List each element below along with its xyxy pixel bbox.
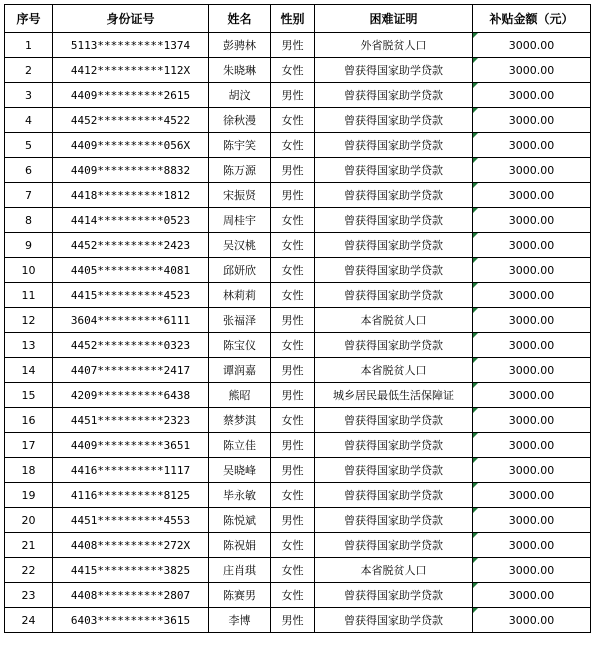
cell-amount-text: 3000.00 (508, 88, 555, 102)
cell-amount-text: 3000.00 (508, 38, 555, 52)
cell-name[interactable]: 吴晓峰 (209, 458, 271, 483)
cell-hardship-proof[interactable]: 曾获得国家助学贷款 (315, 108, 473, 133)
cell-index[interactable]: 9 (5, 233, 53, 258)
cell-gender[interactable]: 女性 (271, 258, 315, 283)
cell-subsidy-amount[interactable] (473, 333, 591, 358)
cell-index[interactable]: 18 (5, 458, 53, 483)
cell-subsidy-amount[interactable] (473, 533, 591, 558)
cell-hardship-proof[interactable]: 曾获得国家助学贷款 (315, 208, 473, 233)
cell-gender[interactable]: 女性 (271, 208, 315, 233)
cell-name[interactable]: 朱晓琳 (209, 58, 271, 83)
cell-note-marker-icon (473, 158, 478, 163)
cell-subsidy-amount[interactable] (473, 583, 591, 608)
cell-name[interactable]: 庄肖琪 (209, 558, 271, 583)
cell-gender[interactable]: 女性 (271, 233, 315, 258)
cell-amount-text: 3000.00 (508, 63, 555, 77)
table-row (5, 258, 591, 283)
table-row (5, 433, 591, 458)
cell-hardship-proof[interactable]: 曾获得国家助学贷款 (315, 333, 473, 358)
cell-hardship-proof[interactable]: 曾获得国家助学贷款 (315, 408, 473, 433)
cell-amount-text: 3000.00 (508, 488, 555, 502)
cell-id-number[interactable]: 6403**********3615 (53, 608, 209, 633)
table-row (5, 208, 591, 233)
cell-id-number[interactable]: 4412**********112X (53, 58, 209, 83)
cell-name[interactable]: 李博 (209, 608, 271, 633)
cell-name[interactable]: 陈悦斌 (209, 508, 271, 533)
cell-name[interactable]: 邱妍欣 (209, 258, 271, 283)
cell-amount-text: 3000.00 (508, 113, 555, 127)
cell-amount-text: 3000.00 (508, 613, 555, 627)
cell-index[interactable]: 15 (5, 383, 53, 408)
cell-name[interactable]: 林莉莉 (209, 283, 271, 308)
table-row (5, 158, 591, 183)
cell-index[interactable]: 12 (5, 308, 53, 333)
table-row (5, 33, 591, 58)
cell-subsidy-amount[interactable] (473, 383, 591, 408)
cell-amount-text: 3000.00 (508, 238, 555, 252)
cell-note-marker-icon (473, 33, 478, 38)
table-row (5, 108, 591, 133)
table-row (5, 383, 591, 408)
cell-subsidy-amount[interactable] (473, 458, 591, 483)
cell-amount-text: 3000.00 (508, 438, 555, 452)
cell-hardship-proof[interactable]: 曾获得国家助学贷款 (315, 58, 473, 83)
cell-amount-text: 3000.00 (508, 163, 555, 177)
cell-id-number[interactable]: 4408**********272X (53, 533, 209, 558)
cell-id-number[interactable]: 4116**********8125 (53, 483, 209, 508)
cell-name[interactable]: 陈祝娟 (209, 533, 271, 558)
cell-subsidy-amount[interactable] (473, 83, 591, 108)
cell-subsidy-amount[interactable] (473, 408, 591, 433)
cell-name[interactable]: 陈万源 (209, 158, 271, 183)
cell-index[interactable]: 8 (5, 208, 53, 233)
cell-id-number[interactable]: 4452**********2423 (53, 233, 209, 258)
cell-index[interactable]: 13 (5, 333, 53, 358)
cell-name[interactable]: 吴汉桃 (209, 233, 271, 258)
cell-id-number[interactable]: 4405**********4081 (53, 258, 209, 283)
cell-index[interactable]: 4 (5, 108, 53, 133)
table-row (5, 133, 591, 158)
cell-subsidy-amount[interactable] (473, 208, 591, 233)
cell-id-number[interactable]: 4415**********3825 (53, 558, 209, 583)
cell-hardship-proof[interactable]: 曾获得国家助学贷款 (315, 583, 473, 608)
cell-hardship-proof[interactable]: 曾获得国家助学贷款 (315, 283, 473, 308)
cell-id-number[interactable]: 4416**********1117 (53, 458, 209, 483)
cell-id-number[interactable]: 3604**********6111 (53, 308, 209, 333)
cell-note-marker-icon (473, 583, 478, 588)
cell-note-marker-icon (473, 83, 478, 88)
cell-hardship-proof[interactable]: 曾获得国家助学贷款 (315, 608, 473, 633)
table-row (5, 83, 591, 108)
cell-note-marker-icon (473, 433, 478, 438)
cell-id-number[interactable]: 4414**********0523 (53, 208, 209, 233)
cell-hardship-proof[interactable]: 本省脱贫人口 (315, 308, 473, 333)
cell-gender[interactable]: 女性 (271, 558, 315, 583)
cell-gender[interactable]: 男性 (271, 358, 315, 383)
table-row (5, 533, 591, 558)
table-header (5, 5, 591, 33)
cell-gender[interactable]: 男性 (271, 433, 315, 458)
cell-hardship-proof[interactable]: 曾获得国家助学贷款 (315, 508, 473, 533)
cell-note-marker-icon (473, 183, 478, 188)
cell-amount-text: 3000.00 (508, 363, 555, 377)
cell-hardship-proof[interactable]: 曾获得国家助学贷款 (315, 83, 473, 108)
cell-hardship-proof[interactable]: 曾获得国家助学贷款 (315, 458, 473, 483)
table-row (5, 458, 591, 483)
cell-gender[interactable]: 女性 (271, 533, 315, 558)
cell-id-number[interactable]: 4409**********2615 (53, 83, 209, 108)
cell-id-number[interactable]: 4409**********8832 (53, 158, 209, 183)
cell-gender[interactable]: 男性 (271, 158, 315, 183)
cell-name[interactable]: 毕永敏 (209, 483, 271, 508)
cell-gender[interactable]: 女性 (271, 133, 315, 158)
cell-amount-text: 3000.00 (508, 388, 555, 402)
cell-hardship-proof[interactable]: 曾获得国家助学贷款 (315, 433, 473, 458)
cell-hardship-proof[interactable]: 本省脱贫人口 (315, 358, 473, 383)
cell-gender[interactable]: 男性 (271, 83, 315, 108)
cell-gender[interactable]: 女性 (271, 58, 315, 83)
cell-gender[interactable]: 男性 (271, 183, 315, 208)
cell-subsidy-amount[interactable] (473, 133, 591, 158)
cell-amount-text: 3000.00 (508, 138, 555, 152)
cell-subsidy-amount[interactable] (473, 33, 591, 58)
cell-subsidy-amount[interactable] (473, 233, 591, 258)
cell-amount-text: 3000.00 (508, 263, 555, 277)
cell-subsidy-amount[interactable] (473, 308, 591, 333)
cell-gender[interactable]: 女性 (271, 583, 315, 608)
cell-gender[interactable]: 男性 (271, 458, 315, 483)
cell-name[interactable]: 胡汶 (209, 83, 271, 108)
cell-name[interactable]: 陈赛男 (209, 583, 271, 608)
cell-hardship-proof[interactable]: 曾获得国家助学贷款 (315, 533, 473, 558)
cell-index[interactable]: 1 (5, 33, 53, 58)
table-row (5, 508, 591, 533)
table-row (5, 333, 591, 358)
cell-amount-text: 3000.00 (508, 513, 555, 527)
cell-amount-text: 3000.00 (508, 288, 555, 302)
cell-id-number[interactable]: 4209**********6438 (53, 383, 209, 408)
header-cell-name[interactable]: 姓名 (209, 5, 271, 33)
cell-index[interactable]: 14 (5, 358, 53, 383)
cell-index[interactable]: 19 (5, 483, 53, 508)
cell-subsidy-amount[interactable] (473, 258, 591, 283)
cell-name[interactable]: 熊昭 (209, 383, 271, 408)
cell-subsidy-amount[interactable] (473, 558, 591, 583)
cell-subsidy-amount[interactable] (473, 483, 591, 508)
table-row (5, 183, 591, 208)
table-row (5, 283, 591, 308)
cell-note-marker-icon (473, 358, 478, 363)
cell-note-marker-icon (473, 333, 478, 338)
table-row (5, 583, 591, 608)
cell-id-number[interactable]: 4408**********2807 (53, 583, 209, 608)
cell-hardship-proof[interactable]: 曾获得国家助学贷款 (315, 183, 473, 208)
cell-gender[interactable]: 男性 (271, 308, 315, 333)
cell-hardship-proof[interactable]: 曾获得国家助学贷款 (315, 133, 473, 158)
cell-note-marker-icon (473, 108, 478, 113)
cell-note-marker-icon (473, 458, 478, 463)
cell-note-marker-icon (473, 308, 478, 313)
cell-name[interactable]: 宋振贤 (209, 183, 271, 208)
cell-index[interactable]: 23 (5, 583, 53, 608)
cell-hardship-proof[interactable]: 外省脱贫人口 (315, 33, 473, 58)
cell-hardship-proof[interactable]: 曾获得国家助学贷款 (315, 483, 473, 508)
cell-index[interactable]: 20 (5, 508, 53, 533)
table-row (5, 408, 591, 433)
table-row (5, 308, 591, 333)
cell-index[interactable]: 17 (5, 433, 53, 458)
cell-note-marker-icon (473, 608, 478, 613)
cell-hardship-proof[interactable]: 曾获得国家助学贷款 (315, 233, 473, 258)
cell-index[interactable]: 22 (5, 558, 53, 583)
cell-amount-text: 3000.00 (508, 313, 555, 327)
cell-note-marker-icon (473, 558, 478, 563)
header-cell-hardship-proof[interactable]: 困难证明 (315, 5, 473, 33)
cell-note-marker-icon (473, 233, 478, 238)
cell-amount-text: 3000.00 (508, 188, 555, 202)
cell-amount-text: 3000.00 (508, 413, 555, 427)
cell-hardship-proof[interactable]: 本省脱贫人口 (315, 558, 473, 583)
table-row (5, 483, 591, 508)
cell-amount-text: 3000.00 (508, 563, 555, 577)
cell-name[interactable]: 徐秋漫 (209, 108, 271, 133)
cell-note-marker-icon (473, 258, 478, 263)
header-cell-subsidy-amount[interactable]: 补贴金额（元） (473, 5, 591, 33)
cell-gender[interactable]: 女性 (271, 108, 315, 133)
cell-note-marker-icon (473, 533, 478, 538)
cell-id-number[interactable]: 4451**********4553 (53, 508, 209, 533)
header-row (5, 5, 591, 33)
header-cell-gender[interactable]: 性别 (271, 5, 315, 33)
cell-subsidy-amount[interactable] (473, 183, 591, 208)
cell-note-marker-icon (473, 408, 478, 413)
cell-subsidy-amount[interactable] (473, 508, 591, 533)
table-row (5, 358, 591, 383)
cell-name[interactable]: 蔡梦淇 (209, 408, 271, 433)
cell-note-marker-icon (473, 208, 478, 213)
cell-index[interactable]: 16 (5, 408, 53, 433)
cell-note-marker-icon (473, 133, 478, 138)
cell-note-marker-icon (473, 508, 478, 513)
cell-name[interactable]: 陈宝仪 (209, 333, 271, 358)
cell-index[interactable]: 5 (5, 133, 53, 158)
cell-index[interactable]: 24 (5, 608, 53, 633)
cell-amount-text: 3000.00 (508, 463, 555, 477)
cell-id-number[interactable]: 4452**********4522 (53, 108, 209, 133)
cell-gender[interactable]: 男性 (271, 383, 315, 408)
cell-name[interactable]: 周桂宇 (209, 208, 271, 233)
cell-hardship-proof[interactable]: 曾获得国家助学贷款 (315, 158, 473, 183)
cell-gender[interactable]: 女性 (271, 283, 315, 308)
cell-index[interactable]: 7 (5, 183, 53, 208)
cell-id-number[interactable]: 4407**********2417 (53, 358, 209, 383)
cell-id-number[interactable]: 4452**********0323 (53, 333, 209, 358)
cell-note-marker-icon (473, 283, 478, 288)
cell-gender[interactable]: 女性 (271, 483, 315, 508)
cell-amount-text: 3000.00 (508, 338, 555, 352)
cell-subsidy-amount[interactable] (473, 358, 591, 383)
table-row (5, 58, 591, 83)
cell-hardship-proof[interactable]: 曾获得国家助学贷款 (315, 258, 473, 283)
cell-name[interactable]: 谭润嘉 (209, 358, 271, 383)
cell-subsidy-amount[interactable] (473, 433, 591, 458)
cell-id-number[interactable]: 4451**********2323 (53, 408, 209, 433)
cell-gender[interactable]: 男性 (271, 508, 315, 533)
cell-subsidy-amount[interactable] (473, 58, 591, 83)
cell-index[interactable]: 10 (5, 258, 53, 283)
cell-amount-text: 3000.00 (508, 213, 555, 227)
table-body (5, 33, 591, 633)
table-row (5, 558, 591, 583)
cell-subsidy-amount[interactable] (473, 108, 591, 133)
cell-note-marker-icon (473, 483, 478, 488)
cell-id-number[interactable]: 4418**********1812 (53, 183, 209, 208)
cell-index[interactable]: 2 (5, 58, 53, 83)
cell-subsidy-amount[interactable] (473, 608, 591, 633)
cell-id-number[interactable]: 4415**********4523 (53, 283, 209, 308)
cell-name[interactable]: 张福泽 (209, 308, 271, 333)
cell-note-marker-icon (473, 383, 478, 388)
cell-amount-text: 3000.00 (508, 588, 555, 602)
cell-name[interactable]: 彭骋林 (209, 33, 271, 58)
cell-index[interactable]: 11 (5, 283, 53, 308)
cell-gender[interactable]: 女性 (271, 408, 315, 433)
cell-hardship-proof[interactable]: 城乡居民最低生活保障证 (315, 383, 473, 408)
subsidy-table (4, 4, 591, 633)
cell-subsidy-amount[interactable] (473, 283, 591, 308)
table-row (5, 233, 591, 258)
cell-note-marker-icon (473, 58, 478, 63)
header-cell-index[interactable]: 序号 (5, 5, 53, 33)
cell-name[interactable]: 陈宇笑 (209, 133, 271, 158)
cell-amount-text: 3000.00 (508, 538, 555, 552)
cell-id-number[interactable]: 4409**********3651 (53, 433, 209, 458)
cell-name[interactable]: 陈立佳 (209, 433, 271, 458)
cell-index[interactable]: 3 (5, 83, 53, 108)
cell-gender[interactable]: 女性 (271, 333, 315, 358)
header-cell-id-number[interactable]: 身份证号 (53, 5, 209, 33)
table-row (5, 608, 591, 633)
cell-subsidy-amount[interactable] (473, 158, 591, 183)
cell-gender[interactable]: 男性 (271, 608, 315, 633)
cell-index[interactable]: 6 (5, 158, 53, 183)
cell-index[interactable]: 21 (5, 533, 53, 558)
cell-id-number[interactable]: 5113**********1374 (53, 33, 209, 58)
cell-id-number[interactable]: 4409**********056X (53, 133, 209, 158)
cell-gender[interactable]: 男性 (271, 33, 315, 58)
